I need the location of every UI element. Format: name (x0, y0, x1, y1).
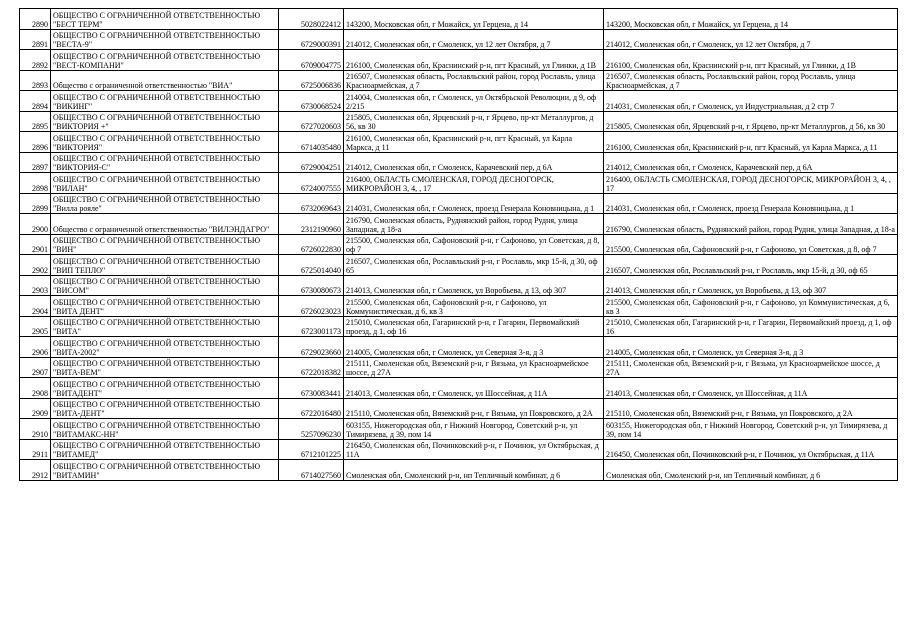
legal-address-cell[interactable]: 215805, Смоленская обл, Ярцевский р-н, г Ярцево, пр-кт Металлургов, д 56, кв 30 (344, 111, 604, 132)
inn-cell[interactable]: 6730083441 (279, 378, 344, 399)
company-name-cell[interactable]: ОБЩЕСТВО С ОГРАНИЧЕННОЙ ОТВЕТСТВЕННОСТЬЮ "ВИТА-2002" (51, 337, 279, 358)
table-row (20, 152, 898, 173)
actual-address-cell[interactable]: Смоленская обл, Смоленский р-н, нп Тепличный комбинат, д 6 (604, 460, 898, 481)
actual-address-cell[interactable]: 214013, Смоленская обл, г Смоленск, ул Воробьева, д 13, оф 307 (604, 275, 898, 296)
actual-address-cell[interactable]: 215500, Смоленская обл, Сафоновский р-н, г Сафоново, ул Советская, д 8, оф 7 (604, 234, 898, 255)
inn-cell[interactable]: 6726023023 (279, 296, 344, 317)
company-name-cell[interactable]: ОБЩЕСТВО С ОГРАНИЧЕННОЙ ОТВЕТСТВЕННОСТЬЮ "ВИКТОРИЯ" (51, 132, 279, 153)
inn-cell[interactable]: 6726022830 (279, 234, 344, 255)
inn-cell[interactable]: 6714027560 (279, 460, 344, 481)
actual-address-cell[interactable]: 216450, Смоленская обл, Починковский р-н, г Починок, ул Октябрьская, д 11А (604, 439, 898, 460)
actual-address-cell[interactable]: 215111, Смоленская обл, Вяземский р-н, г Вязьма, ул Красноармейское шоссе, д 27А (604, 357, 898, 378)
legal-address-cell[interactable]: 216507, Смоленская область, Рославльский район, город Рославль, улица Красноармейская, д 7 (344, 70, 604, 91)
legal-address-cell[interactable]: 215010, Смоленская обл, Гагаринский р-н, г Гагарин, Первомайский проезд, д 1, оф 16 (344, 316, 604, 337)
row-number-cell[interactable]: 2892 (20, 50, 51, 71)
inn-cell[interactable]: 6722016480 (279, 398, 344, 419)
company-name-cell[interactable]: ОБЩЕСТВО С ОГРАНИЧЕННОЙ ОТВЕТСТВЕННОСТЬЮ "ВИЛАН" (51, 173, 279, 194)
table-row (20, 70, 898, 91)
legal-address-cell[interactable]: 143200, Московская обл, г Можайск, ул Герцена, д 14 (344, 9, 604, 30)
actual-address-cell[interactable]: 215010, Смоленская обл, Гагаринский р-н, г Гагарин, Первомайский проезд, д 1, оф 16 (604, 316, 898, 337)
row-number-cell[interactable]: 2909 (20, 398, 51, 419)
inn-cell[interactable]: 6730080673 (279, 275, 344, 296)
actual-address-cell[interactable]: 214013, Смоленская обл, г Смоленск, ул Шоссейная, д 11А (604, 378, 898, 399)
row-number-cell[interactable]: 2897 (20, 152, 51, 173)
table-row (20, 9, 898, 30)
table-row (20, 398, 898, 419)
row-number-cell[interactable]: 2908 (20, 378, 51, 399)
row-number-cell[interactable]: 2901 (20, 234, 51, 255)
row-number-cell[interactable]: 2907 (20, 357, 51, 378)
legal-address-cell[interactable]: 215111, Смоленская обл, Вяземский р-н, г Вязьма, ул Красноармейское шоссе, д 27А (344, 357, 604, 378)
actual-address-cell[interactable]: 216507, Смоленская область, Рославльский район, город Рославль, улица Красноармейская, д 7 (604, 70, 898, 91)
legal-address-cell[interactable]: Смоленская обл, Смоленский р-н, нп Тепличный комбинат, д 6 (344, 460, 604, 481)
company-name-cell[interactable]: ОБЩЕСТВО С ОГРАНИЧЕННОЙ ОТВЕТСТВЕННОСТЬЮ "ВИН" (51, 234, 279, 255)
inn-cell[interactable]: 6725014040 (279, 255, 344, 276)
company-name-cell[interactable]: ОБЩЕСТВО С ОГРАНИЧЕННОЙ ОТВЕТСТВЕННОСТЬЮ "ВИТА ДЕНТ" (51, 296, 279, 317)
legal-address-cell[interactable]: 603155, Нижегородская обл, г Нижний Новгород, Советский р-н, ул Тимирязева, д 39, пом 14 (344, 419, 604, 440)
company-name-cell[interactable]: Общество с ограниченной ответственностью "ВИЛЭНДАГРО" (51, 214, 279, 235)
table-row (20, 460, 898, 481)
inn-cell[interactable]: 6727020603 (279, 111, 344, 132)
actual-address-cell[interactable]: 143200, Московская обл, г Можайск, ул Герцена, д 14 (604, 9, 898, 30)
row-number-cell[interactable]: 2899 (20, 193, 51, 214)
table-row (20, 193, 898, 214)
legal-address-cell[interactable]: 214031, Смоленская обл, г Смоленск, проезд Генерала Коновницына, д 1 (344, 193, 604, 214)
legal-address-cell[interactable]: 214013, Смоленская обл, г Смоленск, ул Шоссейная, д 11А (344, 378, 604, 399)
table-row (20, 337, 898, 358)
table-row (20, 29, 898, 50)
legal-address-cell[interactable]: 216100, Смоленская обл, Краснинский р-н, пгт Красный, ул Карла Маркса, д 11 (344, 132, 604, 153)
inn-cell[interactable]: 6730068524 (279, 91, 344, 112)
actual-address-cell[interactable]: 214012, Смоленская обл, г Смоленск, ул 12 лет Октября, д 7 (604, 29, 898, 50)
legal-address-cell[interactable]: 214004, Смоленская обл, г Смоленск, ул Октябрьской Революции, д 9, оф 2/215 (344, 91, 604, 112)
legal-address-cell[interactable]: 216450, Смоленская обл, Починковский р-н, г Починок, ул Октябрьская, д 11А (344, 439, 604, 460)
table-row (20, 132, 898, 153)
legal-address-cell[interactable]: 214012, Смоленская обл, г Смоленск, Карачевский пер, д 6А (344, 152, 604, 173)
inn-cell[interactable]: 5028022412 (279, 9, 344, 30)
company-name-cell[interactable]: ОБЩЕСТВО С ОГРАНИЧЕННОЙ ОТВЕТСТВЕННОСТЬЮ "ВИКТОРИЯ-С" (51, 152, 279, 173)
legal-address-cell[interactable]: 216790, Смоленская область, Руднянский район, город Рудня, улица Западная, д 18-а (344, 214, 604, 235)
company-name-cell[interactable]: ОБЩЕСТВО С ОГРАНИЧЕННОЙ ОТВЕТСТВЕННОСТЬЮ "ВИТАМИН" (51, 460, 279, 481)
table-row (20, 296, 898, 317)
legal-address-cell[interactable]: 214005, Смоленская обл, г Смоленск, ул Северная 3-я, д 3 (344, 337, 604, 358)
row-number-cell[interactable]: 2906 (20, 337, 51, 358)
table-row (20, 214, 898, 235)
inn-cell[interactable]: 6709004775 (279, 50, 344, 71)
company-name-cell[interactable]: ОБЩЕСТВО С ОГРАНИЧЕННОЙ ОТВЕТСТВЕННОСТЬЮ "ВИП ТЕПЛО" (51, 255, 279, 276)
table-row (20, 91, 898, 112)
table-row (20, 357, 898, 378)
row-number-cell[interactable]: 2898 (20, 173, 51, 194)
row-number-cell[interactable]: 2902 (20, 255, 51, 276)
row-number-cell[interactable]: 2894 (20, 91, 51, 112)
actual-address-cell[interactable]: 216100, Смоленская обл, Краснинский р-н, пгт Красный, ул Карла Маркса, д 11 (604, 132, 898, 153)
inn-cell[interactable]: 6729023660 (279, 337, 344, 358)
organizations-table (19, 8, 898, 481)
row-number-cell[interactable]: 2904 (20, 296, 51, 317)
table-row (20, 316, 898, 337)
table-row (20, 419, 898, 440)
row-number-cell[interactable]: 2896 (20, 132, 51, 153)
inn-cell[interactable]: 5257096230 (279, 419, 344, 440)
inn-cell[interactable]: 6732069643 (279, 193, 344, 214)
legal-address-cell[interactable]: 214012, Смоленская обл, г Смоленск, ул 12 лет Октября, д 7 (344, 29, 604, 50)
company-name-cell[interactable]: ОБЩЕСТВО С ОГРАНИЧЕННОЙ ОТВЕТСТВЕННОСТЬЮ "ВИТАМАКС-НН" (51, 419, 279, 440)
table-body (20, 9, 898, 481)
legal-address-cell[interactable]: 215500, Смоленская обл, Сафоновский р-н, г Сафоново, ул Коммунистическая, д 6, кв 3 (344, 296, 604, 317)
company-name-cell[interactable]: ОБЩЕСТВО С ОГРАНИЧЕННОЙ ОТВЕТСТВЕННОСТЬЮ "БЕСТ ТЕРМ" (51, 9, 279, 30)
row-number-cell[interactable]: 2912 (20, 460, 51, 481)
legal-address-cell[interactable]: 214013, Смоленская обл, г Смоленск, ул Воробьева, д 13, оф 307 (344, 275, 604, 296)
table-row (20, 173, 898, 194)
company-name-cell[interactable]: ОБЩЕСТВО С ОГРАНИЧЕННОЙ ОТВЕТСТВЕННОСТЬЮ "ВИТА" (51, 316, 279, 337)
actual-address-cell[interactable]: 603155, Нижегородская обл, г Нижний Новгород, Советский р-н, ул Тимирязева, д 39, пом 14 (604, 419, 898, 440)
row-number-cell[interactable]: 2911 (20, 439, 51, 460)
row-number-cell[interactable]: 2903 (20, 275, 51, 296)
inn-cell[interactable]: 6725006836 (279, 70, 344, 91)
company-name-cell[interactable]: ОБЩЕСТВО С ОГРАНИЧЕННОЙ ОТВЕТСТВЕННОСТЬЮ "ВИТАМЕД" (51, 439, 279, 460)
table-row (20, 275, 898, 296)
actual-address-cell[interactable]: 215110, Смоленская обл, Вяземский р-н, г Вязьма, ул Покровского, д 2А (604, 398, 898, 419)
table-row (20, 378, 898, 399)
company-name-cell[interactable]: ОБЩЕСТВО С ОГРАНИЧЕННОЙ ОТВЕТСТВЕННОСТЬЮ "ВИТАДЕНТ" (51, 378, 279, 399)
legal-address-cell[interactable]: 215500, Смоленская обл, Сафоновский р-н, г Сафоново, ул Советская, д 8, оф 7 (344, 234, 604, 255)
table-row (20, 111, 898, 132)
inn-cell[interactable]: 6729000391 (279, 29, 344, 50)
actual-address-cell[interactable]: 215500, Смоленская обл, Сафоновский р-н, г Сафоново, ул Коммунистическая, д 6, кв 3 (604, 296, 898, 317)
inn-cell[interactable]: 6729004251 (279, 152, 344, 173)
inn-cell[interactable]: 6724007555 (279, 173, 344, 194)
row-number-cell[interactable]: 2895 (20, 111, 51, 132)
company-name-cell[interactable]: ОБЩЕСТВО С ОГРАНИЧЕННОЙ ОТВЕТСТВЕННОСТЬЮ "ВЕСТА-9" (51, 29, 279, 50)
spreadsheet-page (19, 8, 898, 481)
actual-address-cell[interactable]: 214005, Смоленская обл, г Смоленск, ул Северная 3-я, д 3 (604, 337, 898, 358)
row-number-cell[interactable]: 2893 (20, 70, 51, 91)
actual-address-cell[interactable]: 214031, Смоленская обл, г Смоленск, ул Индустриальная, д 2 стр 7 (604, 91, 898, 112)
legal-address-cell[interactable]: 216507, Смоленская обл, Рославльский р-н, г Рославль, мкр 15-й, д 30, оф 65 (344, 255, 604, 276)
legal-address-cell[interactable]: 215110, Смоленская обл, Вяземский р-н, г Вязьма, ул Покровского, д 2А (344, 398, 604, 419)
table-row (20, 439, 898, 460)
actual-address-cell[interactable]: 215805, Смоленская обл, Ярцевский р-н, г Ярцево, пр-кт Металлургов, д 56, кв 30 (604, 111, 898, 132)
inn-cell[interactable]: 6714035480 (279, 132, 344, 153)
actual-address-cell[interactable]: 216790, Смоленская область, Руднянский район, город Рудня, улица Западная, д 18-а (604, 214, 898, 235)
inn-cell[interactable]: 2312190960 (279, 214, 344, 235)
company-name-cell[interactable]: ОБЩЕСТВО С ОГРАНИЧЕННОЙ ОТВЕТСТВЕННОСТЬЮ "ВИТА-ВЕМ" (51, 357, 279, 378)
actual-address-cell[interactable]: 214031, Смоленская обл, г Смоленск, проезд Генерала Коновницына, д 1 (604, 193, 898, 214)
actual-address-cell[interactable]: 216400, ОБЛАСТЬ СМОЛЕНСКАЯ, ГОРОД ДЕСНОГОРСК, МИКРОРАЙОН 3, 4, , 17 (604, 173, 898, 194)
company-name-cell[interactable]: Общество с ограниченной ответственностью "ВИА" (51, 70, 279, 91)
company-name-cell[interactable]: ОБЩЕСТВО С ОГРАНИЧЕННОЙ ОТВЕТСТВЕННОСТЬЮ "ВИТА-ДЕНТ" (51, 398, 279, 419)
actual-address-cell[interactable]: 214012, Смоленская обл, г Смоленск, Карачевский пер, д 6А (604, 152, 898, 173)
table-row (20, 255, 898, 276)
table-row (20, 234, 898, 255)
inn-cell[interactable]: 6722018382 (279, 357, 344, 378)
company-name-cell[interactable]: ОБЩЕСТВО С ОГРАНИЧЕННОЙ ОТВЕТСТВЕННОСТЬЮ "ВИКИНГ" (51, 91, 279, 112)
company-name-cell[interactable]: ОБЩЕСТВО С ОГРАНИЧЕННОЙ ОТВЕТСТВЕННОСТЬЮ "ВИКТОРИЯ +" (51, 111, 279, 132)
company-name-cell[interactable]: ОБЩЕСТВО С ОГРАНИЧЕННОЙ ОТВЕТСТВЕННОСТЬЮ "ВИСОМ" (51, 275, 279, 296)
company-name-cell[interactable]: ОБЩЕСТВО С ОГРАНИЧЕННОЙ ОТВЕТСТВЕННОСТЬЮ "Вилла рояле" (51, 193, 279, 214)
legal-address-cell[interactable]: 216400, ОБЛАСТЬ СМОЛЕНСКАЯ, ГОРОД ДЕСНОГОРСК, МИКРОРАЙОН 3, 4, , 17 (344, 173, 604, 194)
row-number-cell[interactable]: 2905 (20, 316, 51, 337)
inn-cell[interactable]: 6712101225 (279, 439, 344, 460)
legal-address-cell[interactable]: 216100, Смоленская обл, Краснинский р-н, пгт Красный, ул Глинки, д 1В (344, 50, 604, 71)
row-number-cell[interactable]: 2891 (20, 29, 51, 50)
table-row (20, 50, 898, 71)
inn-cell[interactable]: 6723001173 (279, 316, 344, 337)
row-number-cell[interactable]: 2890 (20, 9, 51, 30)
actual-address-cell[interactable]: 216507, Смоленская обл, Рославльский р-н, г Рославль, мкр 15-й, д 30, оф 65 (604, 255, 898, 276)
row-number-cell[interactable]: 2900 (20, 214, 51, 235)
actual-address-cell[interactable]: 216100, Смоленская обл, Краснинский р-н, пгт Красный, ул Глинки, д 1В (604, 50, 898, 71)
company-name-cell[interactable]: ОБЩЕСТВО С ОГРАНИЧЕННОЙ ОТВЕТСТВЕННОСТЬЮ "ВЕСТ-КОМПАНИ" (51, 50, 279, 71)
row-number-cell[interactable]: 2910 (20, 419, 51, 440)
